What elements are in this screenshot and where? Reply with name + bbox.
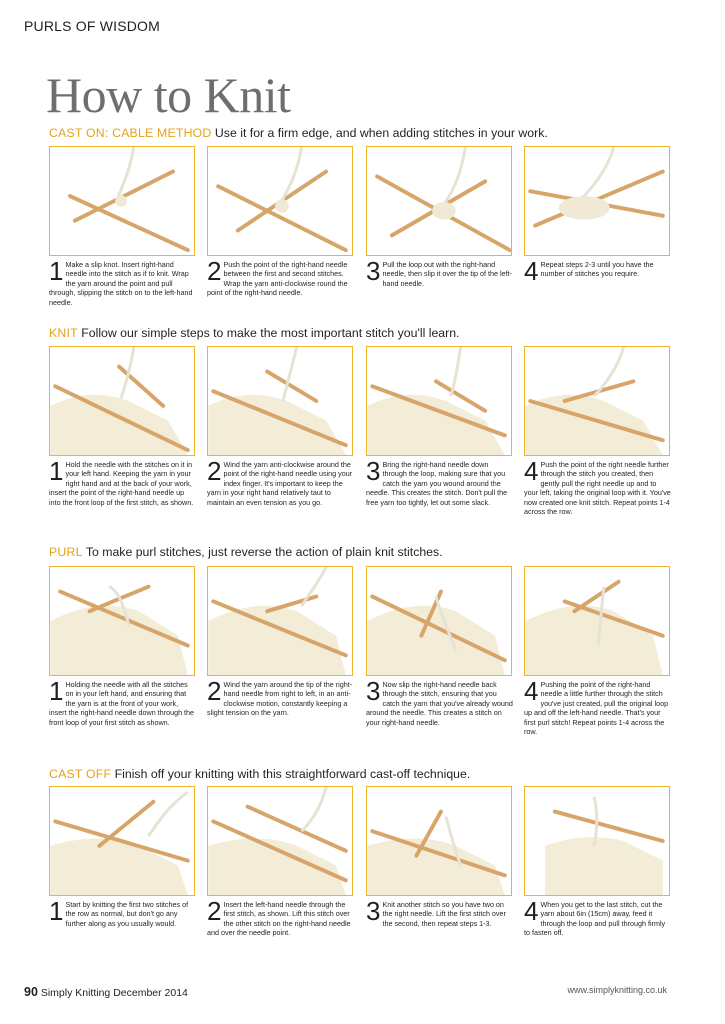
step-photo — [366, 146, 512, 256]
footer-left — [24, 985, 188, 999]
step-photo — [207, 146, 353, 256]
step-photo — [49, 346, 195, 456]
step-photo — [207, 346, 353, 456]
step-photo — [524, 566, 670, 676]
step-text — [366, 896, 514, 928]
section-description: Follow our simple steps to make the most important stitch you'll learn. — [81, 326, 460, 340]
step-number: 3 — [366, 676, 381, 706]
step-description: Insert the left-hand needle through the first stitch, as shown. Lift this stitch over the other stitch on the right-hand needle and over the needle point. — [207, 900, 351, 938]
step-photo — [49, 146, 195, 256]
step-description: Make a slip knot. Insert right-hand needle into the stitch as if to knit. Wrap the yarn around the point and pull through, slipping the stitch on to the left-hand needle. — [49, 260, 193, 307]
step-text — [207, 256, 355, 298]
step-text — [49, 676, 197, 727]
step-number: 1 — [49, 456, 64, 486]
step-row-cast-off — [49, 786, 669, 906]
step-photo — [524, 346, 670, 456]
step-description: Hold the needle with the stitches on it in your left hand. Keeping the yarn in your right hand and at the back of your work, insert the point of the right-hand needle up into the front loop of the first stitch, as shown. — [49, 460, 194, 507]
step-description: Pull the loop out with the right-hand needle, then slip it over the tip of the left-hand needle. — [382, 260, 512, 288]
step-number: 1 — [49, 676, 64, 706]
step-text — [524, 456, 672, 517]
step-number: 4 — [524, 896, 539, 926]
step-number: 3 — [366, 256, 381, 286]
section-keyword: CAST ON: CABLE METHOD — [49, 126, 212, 140]
step-description: Start by knitting the first two stitches of the row as normal, but don't go any further along as you usually would. — [65, 900, 189, 928]
step-number: 2 — [207, 456, 222, 486]
step-number: 2 — [207, 676, 222, 706]
section-description: Finish off your knitting with this straightforward cast-off technique. — [114, 767, 471, 781]
step-description: Pushing the point of the right-hand needle a little further through the stitch you've just created, pull the original loop up and off the left-hand needle. That's your first purl stitch! Repeat points 1-4 across the row. — [524, 680, 669, 737]
step-photo — [49, 786, 195, 896]
step-photo — [366, 566, 512, 676]
section-heading-purl — [49, 545, 443, 559]
step-row-cast-on — [49, 146, 669, 266]
step-text — [49, 456, 197, 507]
step-number: 4 — [524, 456, 539, 486]
section-keyword: CAST OFF — [49, 767, 112, 781]
section-heading-knit — [49, 326, 459, 340]
step-description: Knit another stitch so you have two on the right needle. Lift the first stitch over the second, then repeat steps 1-3. — [382, 900, 506, 928]
step-description: Wind the yarn around the tip of the right-hand needle from right to left, in an anti-clockwise motion, constantly keeping a slight tension on the yarn. — [207, 680, 353, 718]
step-text — [524, 676, 672, 737]
step-photo — [524, 786, 670, 896]
step-photo — [366, 786, 512, 896]
step-text — [49, 256, 197, 307]
step-text — [524, 256, 672, 286]
step-text — [207, 896, 355, 938]
section-header: PURLS OF WISDOM — [24, 18, 161, 34]
step-number: 1 — [49, 256, 64, 286]
page-number: 90 — [24, 985, 38, 999]
step-row-purl — [49, 566, 669, 686]
step-photo — [207, 566, 353, 676]
section-keyword: KNIT — [49, 326, 78, 340]
step-photo — [366, 346, 512, 456]
step-description: When you get to the last stitch, cut the yarn about 6in (15cm) away, feed it through the loop and pull through firmly to fasten off. — [524, 900, 666, 938]
step-description: Wind the yarn anti-clockwise around the point of the right-hand needle using your index finger. It's important to keep the yarn in your right hand relatively taut to maintain an even tension as you go. — [207, 460, 353, 507]
step-number: 3 — [366, 456, 381, 486]
step-number: 2 — [207, 256, 222, 286]
step-photo — [207, 786, 353, 896]
step-row-knit — [49, 346, 669, 466]
step-text — [49, 896, 197, 928]
section-description: Use it for a firm edge, and when adding stitches in your work. — [214, 126, 548, 140]
step-description: Push the point of the right needle further through the stitch you created, then gently pull the right needle up and to your left, taking the original loop with it. You've now created one knit stitch. Repeat points 1-4 across the row. — [524, 460, 671, 517]
step-text — [524, 896, 672, 938]
section-keyword: PURL — [49, 545, 83, 559]
section-description: To make purl stitches, just reverse the action of plain knit stitches. — [85, 545, 443, 559]
step-number: 3 — [366, 896, 381, 926]
step-description: Now slip the right-hand needle back through the stitch, ensuring that you catch the yarn that you've already wound around the needle. This creates a stitch on your right-hand needle. — [366, 680, 513, 727]
step-number: 2 — [207, 896, 222, 926]
step-photo — [524, 146, 670, 256]
step-number: 1 — [49, 896, 64, 926]
step-photo — [49, 566, 195, 676]
publication-name: Simply Knitting December 2014 — [40, 987, 188, 999]
step-number: 4 — [524, 676, 539, 706]
page-title: How to Knit — [46, 67, 291, 123]
step-text — [366, 456, 514, 507]
website-url: www.simplyknitting.co.uk — [567, 985, 667, 995]
step-description: Repeat steps 2-3 until you have the number of stitches you require. — [540, 260, 654, 279]
section-heading-cast-on — [49, 126, 548, 140]
step-number: 4 — [524, 256, 539, 286]
step-description: Bring the right-hand needle down through the loop, making sure that you catch the yarn you wound around the needle. This creates the stitch. Don't pull the free yarn too tightly, let out some slack. — [366, 460, 508, 507]
step-text — [366, 676, 514, 727]
step-description: Holding the needle with all the stitches on in your left hand, and ensuring that the yarn is at the front of your work, insert the right-hand needle down through the front loop of your first stitch as shown. — [49, 680, 195, 727]
step-text — [207, 676, 355, 718]
step-text — [207, 456, 355, 507]
step-text — [366, 256, 514, 288]
section-heading-cast-off — [49, 767, 470, 781]
step-description: Push the point of the right-hand needle between the first and second stitches. Wrap the yarn anti-clockwise round the point of the right-hand needle. — [207, 260, 348, 298]
